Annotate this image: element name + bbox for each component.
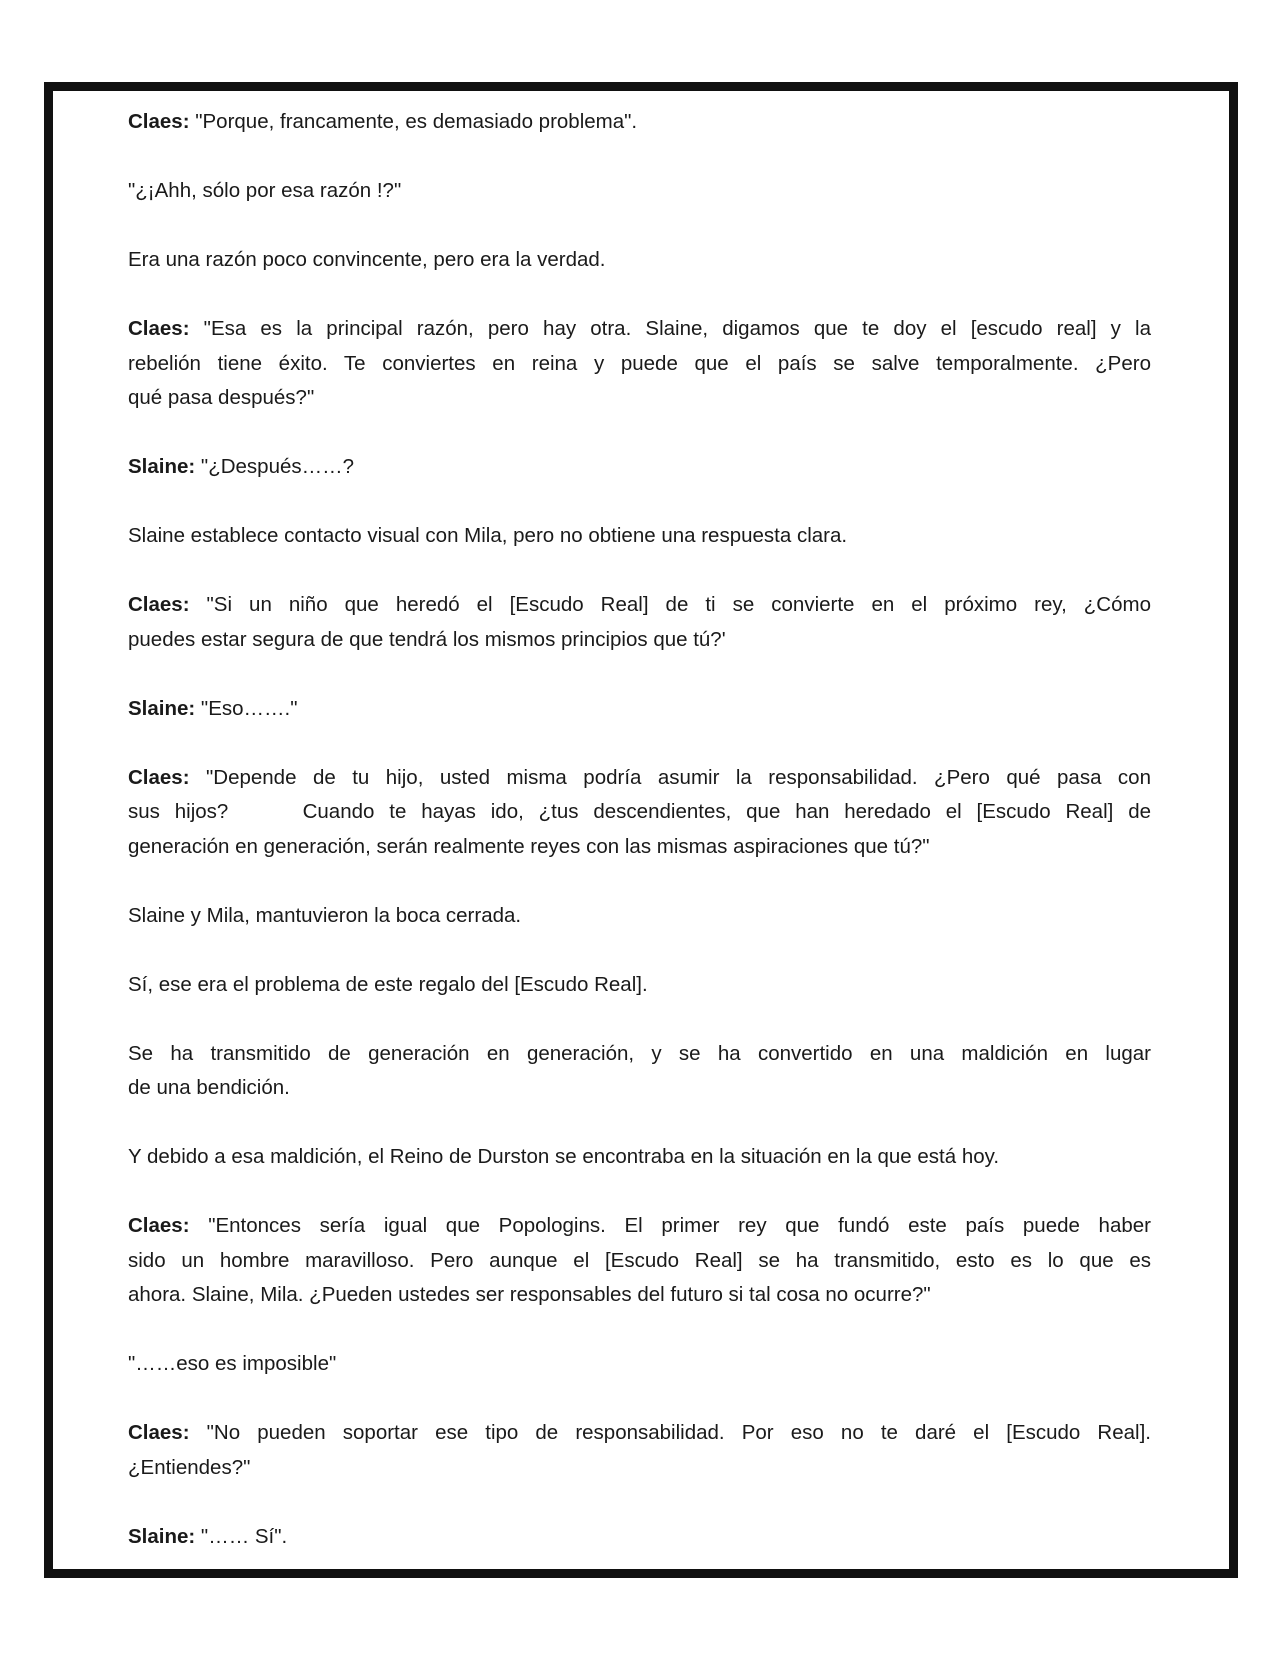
line-text: "No pueden soportar ese tipo de responsabilidad. Por eso no te daré el [Escudo Real]. [189, 1421, 1151, 1444]
narration-paragraph [128, 899, 1151, 934]
page-frame [44, 82, 1238, 1578]
line-text: Slaine establece contacto visual con Mila, pero no obtiene una respuesta clara. [128, 524, 848, 547]
dialogue-paragraph [128, 1520, 1151, 1555]
narration-paragraph [128, 243, 1151, 278]
speaker-name: Slaine: [128, 455, 196, 478]
line-text: "Porque, francamente, es demasiado problema". [189, 110, 638, 133]
line-text: "¿Después……? [195, 455, 355, 478]
dialogue-paragraph [128, 1416, 1151, 1485]
dialogue-paragraph [128, 588, 1151, 657]
text-line [128, 1140, 1151, 1175]
dialogue-paragraph [128, 105, 1151, 140]
text-line [128, 1347, 1151, 1382]
line-text: "Si un niño que heredó el [Escudo Real] de ti se convierte en el próximo rey, ¿Cómo [189, 593, 1151, 616]
text-line [128, 1071, 1151, 1106]
speaker-name: Claes: [128, 1421, 190, 1444]
text-line [128, 1209, 1151, 1244]
line-text: de una bendición. [128, 1076, 290, 1099]
text-line [128, 347, 1151, 382]
text-line [128, 1451, 1151, 1486]
narration-paragraph [128, 174, 1151, 209]
text-line [128, 761, 1151, 796]
line-text: ahora. Slaine, Mila. ¿Pueden ustedes ser responsables del futuro si tal cosa no ocurre?" [128, 1283, 931, 1306]
text-line [128, 830, 1151, 865]
narration-paragraph [128, 1347, 1151, 1382]
text-line [128, 450, 1151, 485]
text-line [128, 899, 1151, 934]
speaker-name: Claes: [128, 110, 190, 133]
line-text: "……eso es imposible" [128, 1352, 337, 1375]
text-line [128, 243, 1151, 278]
line-text: Se ha transmitido de generación en generación, y se ha convertido en una maldición en lugar [128, 1041, 1151, 1065]
text-line [128, 1416, 1151, 1451]
line-text: rebelión tiene éxito. Te conviertes en reina y puede que el país se salve temporalmente. ¿Pero [128, 351, 1151, 375]
line-text: "…… Sí". [195, 1524, 288, 1548]
text-line [128, 623, 1151, 658]
text-line [128, 968, 1151, 1003]
speaker-name: Claes: [128, 593, 190, 616]
line-text: generación en generación, serán realmente reyes con las mismas aspiraciones que tú?" [128, 834, 930, 858]
text-line [128, 519, 1151, 554]
line-text: Era una razón poco convincente, pero era la verdad. [128, 248, 606, 271]
line-text: "Entonces sería igual que Popologins. El primer rey que fundó este país puede haber [189, 1214, 1151, 1237]
speaker-name: Claes: [128, 317, 190, 340]
text-line [128, 1520, 1151, 1555]
narration-paragraph [128, 968, 1151, 1003]
line-text: "Depende de tu hijo, usted misma podría asumir la responsabilidad. ¿Pero qué pasa con [189, 765, 1151, 789]
line-text: qué pasa después?" [128, 386, 315, 409]
line-text: sus hijos? Cuando te hayas ido, ¿tus descendientes, que han heredado el [Escudo Real] de [128, 800, 1151, 823]
speaker-name: Slaine: [128, 696, 196, 720]
text-line [128, 795, 1151, 830]
dialogue-paragraph [128, 1209, 1151, 1313]
speaker-name: Claes: [128, 765, 190, 789]
text-line [128, 692, 1151, 727]
line-text: Y debido a esa maldición, el Reino de Durston se encontraba en la situación en la que está hoy. [128, 1145, 1000, 1168]
dialogue-paragraph [128, 312, 1151, 416]
story-text [128, 105, 1151, 1589]
line-text: Sí, ese era el problema de este regalo del [Escudo Real]. [128, 972, 648, 996]
speaker-name: Slaine: [128, 1524, 196, 1548]
line-text: "¿¡Ahh, sólo por esa razón !?" [128, 179, 402, 202]
dialogue-paragraph [128, 761, 1151, 865]
line-text: "Eso……." [195, 696, 298, 720]
text-line [128, 1278, 1151, 1313]
line-text: ¿Entiendes?" [128, 1455, 251, 1479]
line-text: sido un hombre maravilloso. Pero aunque el [Escudo Real] se ha transmitido, esto es lo que es [128, 1248, 1151, 1272]
text-line [128, 381, 1151, 416]
text-line [128, 105, 1151, 140]
text-line [128, 1244, 1151, 1279]
speaker-name: Claes: [128, 1214, 190, 1237]
text-line [128, 1037, 1151, 1072]
dialogue-paragraph [128, 450, 1151, 485]
narration-paragraph [128, 519, 1151, 554]
text-line [128, 312, 1151, 347]
narration-paragraph [128, 1037, 1151, 1106]
text-line [128, 174, 1151, 209]
narration-paragraph [128, 1140, 1151, 1175]
line-text: "Esa es la principal razón, pero hay otra. Slaine, digamos que te doy el [escudo real] y la [189, 317, 1151, 340]
dialogue-paragraph [128, 692, 1151, 727]
text-line [128, 588, 1151, 623]
line-text: Slaine y Mila, mantuvieron la boca cerrada. [128, 903, 522, 927]
line-text: puedes estar segura de que tendrá los mismos principios que tú?' [128, 627, 726, 651]
